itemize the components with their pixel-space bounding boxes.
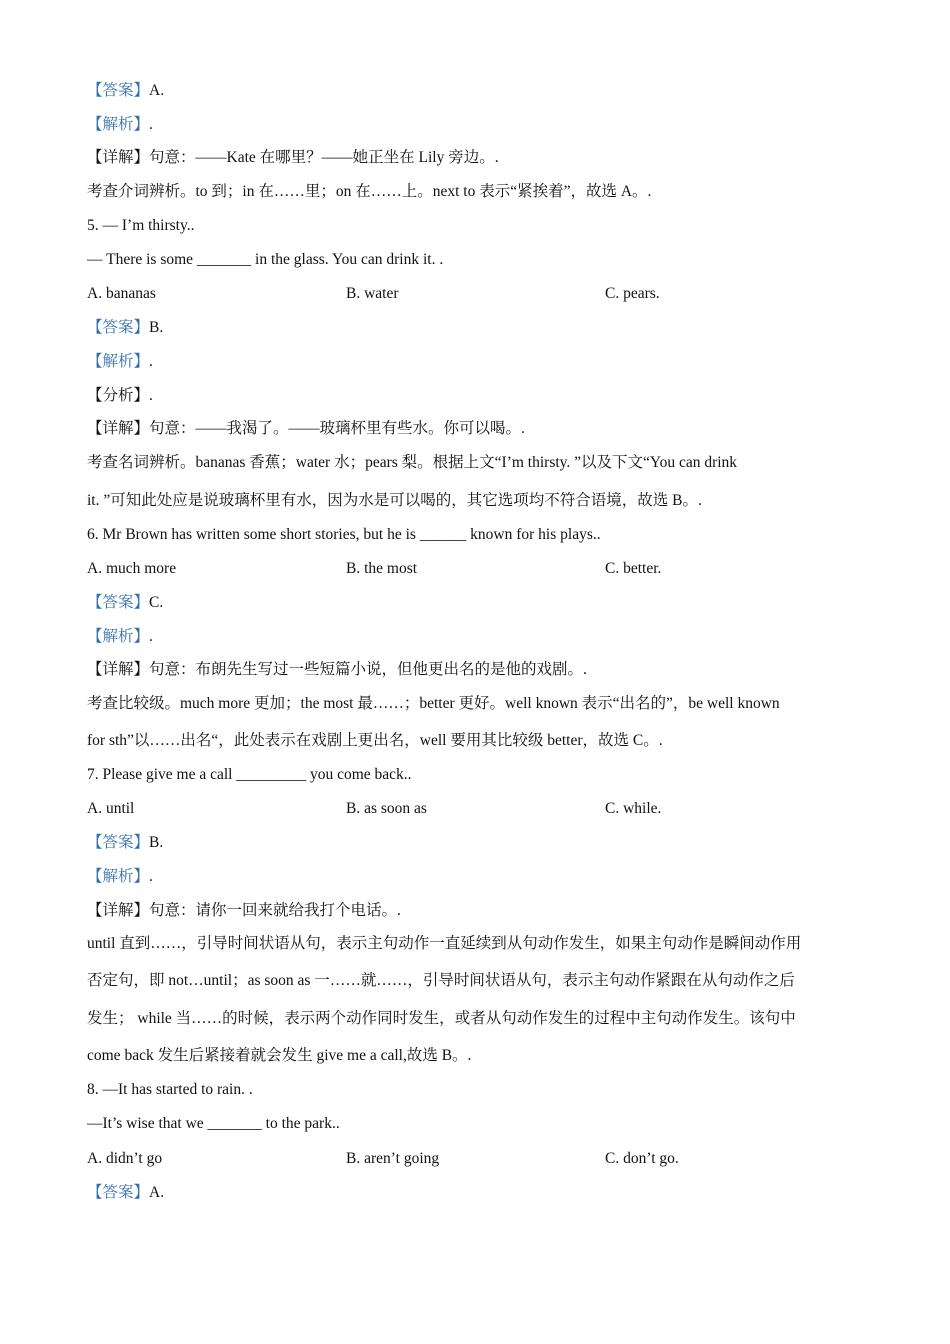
line-text: come back 发生后紧接着就会发生 give me a call,故选 B。. — [87, 1047, 472, 1064]
line-text: 5. — I’m thirsty.. — [87, 217, 195, 234]
option-b: B. water — [346, 285, 399, 302]
option-c: C. while. — [605, 800, 662, 817]
analysis-line — [87, 386, 153, 406]
option-c: C. pears. — [605, 285, 660, 302]
question-5-line-2 — [87, 250, 443, 270]
detail-tag: 【详解】 — [87, 902, 150, 919]
line-text: . — [149, 116, 153, 133]
option-a: A. bananas — [87, 285, 156, 302]
answer-tag: 【答案】 — [87, 834, 150, 851]
detail-tag: 【详解】 — [87, 149, 150, 166]
explanation-line — [87, 971, 795, 991]
option-b: B. aren’t going — [346, 1150, 440, 1167]
line-text: 句意：请你一回来就给我打个电话。. — [149, 902, 401, 919]
explanation-line — [87, 182, 651, 202]
explanation-line — [87, 731, 663, 751]
answer-line — [87, 318, 163, 338]
analysis-tag: 【解析】 — [87, 353, 150, 370]
detail-line — [87, 419, 525, 439]
analysis-line — [87, 352, 153, 372]
line-text: 否定句，即 not…until；as soon as 一……就……，引导时间状语从句，表示主句动作紧跟在从句动作之后 — [87, 972, 795, 989]
answer-tag: 【答案】 — [87, 594, 150, 611]
explanation-line — [87, 453, 737, 473]
analysis-line — [87, 115, 153, 135]
analysis-line — [87, 867, 153, 887]
answer-line — [87, 81, 164, 101]
explanation-line — [87, 694, 780, 714]
line-text: it. ”可知此处应是说玻璃杯里有水，因为水是可以喝的，其它选项均不符合语境，故选 B。. — [87, 492, 702, 509]
detail-line — [87, 901, 401, 921]
option-c: C. better. — [605, 560, 662, 577]
question-7-line — [87, 765, 412, 785]
analysis-tag: 【分析】 — [87, 387, 150, 404]
option-b: B. the most — [346, 560, 418, 577]
line-text: C. — [149, 594, 164, 611]
line-text: . — [149, 387, 153, 404]
analysis-tag: 【解析】 — [87, 628, 150, 645]
line-text: . — [149, 868, 153, 885]
option-c: C. don’t go. — [605, 1150, 679, 1167]
question-6-line — [87, 525, 601, 545]
detail-tag: 【详解】 — [87, 661, 150, 678]
line-text: 6. Mr Brown has written some short stories, but he is ______ known for his plays.. — [87, 526, 601, 543]
line-text: 考查名词辨析。bananas 香蕉；water 水；pears 梨。根据上文“I’m thirsty. ”以及下文“You can drink — [87, 454, 738, 471]
line-text: 7. Please give me a call _________ you come back.. — [87, 766, 412, 783]
question-8-line-1 — [87, 1080, 253, 1100]
line-text: for sth”以……出名“，此处表示在戏剧上更出名，well 要用其比较级 better，故选 C。. — [87, 732, 663, 749]
answer-line — [87, 593, 163, 613]
line-text: 句意：——Kate 在哪里？——她正坐在 Lily 旁边。. — [149, 149, 499, 166]
line-text: B. — [149, 319, 164, 336]
question-8-line-2 — [87, 1114, 340, 1134]
line-text: 考查介词辨析。to 到；in 在……里；on 在……上。next to 表示“紧挨着”，故选 A。. — [87, 183, 652, 200]
question-5-line-1 — [87, 216, 195, 236]
line-text: —It’s wise that we _______ to the park.. — [87, 1115, 340, 1132]
line-text: 考查比较级。much more 更加；the most 最……；better 更好。well known 表示“出名的”，be well known — [87, 695, 780, 712]
answer-tag: 【答案】 — [87, 82, 150, 99]
line-text: 句意：布朗先生写过一些短篇小说，但他更出名的是他的戏剧。. — [149, 661, 587, 678]
line-text: A. — [149, 82, 165, 99]
answer-tag: 【答案】 — [87, 1184, 150, 1201]
answer-line — [87, 833, 163, 853]
detail-line — [87, 148, 499, 168]
line-text: . — [149, 353, 153, 370]
line-text: 发生； while 当……的时候，表示两个动作同时发生，或者从句动作发生的过程中主句动作发生。该句中 — [87, 1010, 796, 1027]
answer-tag: 【答案】 — [87, 319, 150, 336]
detail-tag: 【详解】 — [87, 420, 150, 437]
analysis-line — [87, 627, 153, 647]
option-b: B. as soon as — [346, 800, 427, 817]
line-text: . — [149, 628, 153, 645]
option-a: A. until — [87, 800, 135, 817]
explanation-line — [87, 934, 801, 954]
line-text: A. — [149, 1184, 165, 1201]
option-a: A. much more — [87, 560, 177, 577]
explanation-line — [87, 1046, 471, 1066]
line-text: until 直到……，引导时间状语从句，表示主句动作一直延续到从句动作发生，如果主句动作是瞬间动作用 — [87, 935, 802, 952]
line-text: 8. —It has started to rain. . — [87, 1081, 253, 1098]
line-text: B. — [149, 834, 164, 851]
explanation-line — [87, 491, 702, 511]
answer-line — [87, 1183, 164, 1203]
detail-line — [87, 660, 587, 680]
analysis-tag: 【解析】 — [87, 116, 150, 133]
explanation-line — [87, 1009, 796, 1029]
line-text: 句意：——我渴了。——玻璃杯里有些水。你可以喝。. — [149, 420, 525, 437]
line-text: — There is some _______ in the glass. You can drink it. . — [87, 251, 444, 268]
option-a: A. didn’t go — [87, 1150, 163, 1167]
analysis-tag: 【解析】 — [87, 868, 150, 885]
